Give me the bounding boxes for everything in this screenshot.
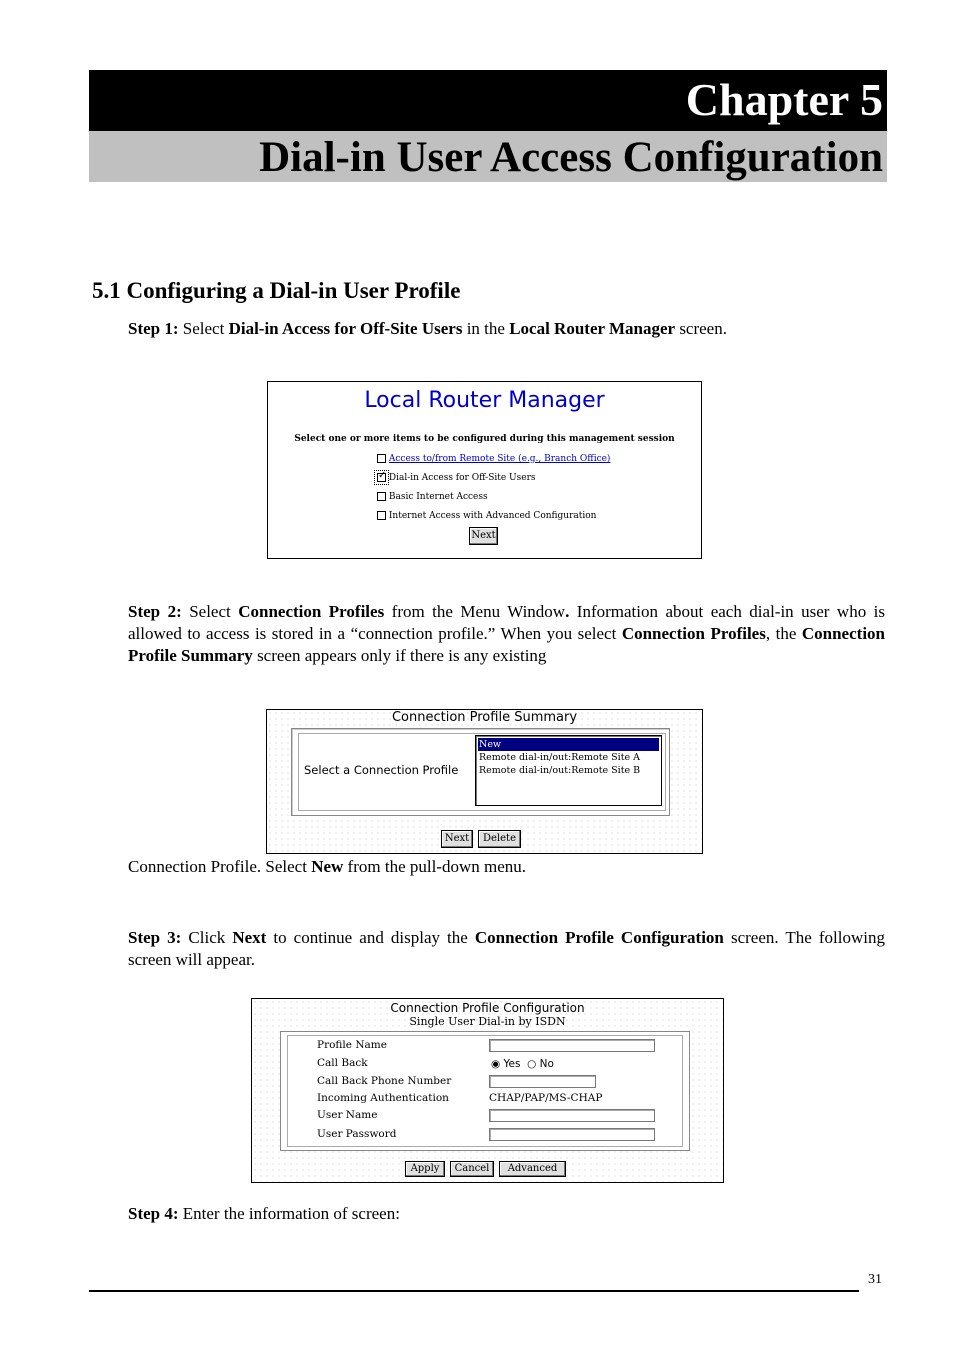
radio-no[interactable]: ○ — [527, 1058, 537, 1070]
cancel-button[interactable]: Cancel — [450, 1161, 494, 1177]
cps-delete-button[interactable]: Delete — [478, 830, 521, 848]
connection-profile-summary-screenshot — [266, 709, 703, 854]
call-back-phone-label: Call Back Phone Number — [317, 1075, 452, 1087]
section-heading: 5.1 Configuring a Dial-in User Profile — [92, 278, 461, 303]
call-back-label: Call Back — [317, 1057, 368, 1069]
step1-paragraph: Step 1: Select Dial-in Access for Off-Site Users in the Local Router Manager screen. — [128, 319, 727, 338]
chapter-title-band — [89, 131, 887, 182]
chapter-label: Chapter 5 — [685, 74, 883, 125]
step2-paragraph: Step 2: Select Connection Profiles from the Menu Window. Information about each dial-in user who is allowed to access is stored in a “connection profile.” When you select Connection Profiles, the Connection Profile Summary screen appears only if there is any existing — [128, 602, 885, 665]
checkbox-checked[interactable] — [377, 473, 386, 482]
lrm-option[interactable]: ✓ Dial-in Access for Off-Site Users — [377, 473, 610, 492]
lrm-subtitle: Select one or more items to be configured during this management session — [294, 434, 675, 444]
cpc-title: Connection Profile Configuration — [390, 1001, 585, 1015]
user-password-input[interactable] — [489, 1128, 655, 1141]
checkbox[interactable] — [377, 454, 386, 463]
cps-select-label: Select a Connection Profile — [304, 763, 459, 777]
incoming-auth-value: CHAP/PAP/MS-CHAP — [489, 1092, 603, 1104]
local-router-manager-screenshot — [267, 381, 702, 559]
step4-paragraph: Step 4: Enter the information of screen: — [128, 1204, 400, 1223]
user-name-input[interactable] — [489, 1109, 655, 1122]
call-back-phone-input[interactable] — [489, 1075, 596, 1088]
advanced-button[interactable]: Advanced — [499, 1161, 566, 1177]
profile-name-input[interactable] — [489, 1039, 655, 1052]
profile-listbox[interactable] — [475, 735, 662, 806]
chapter-title: Dial-in User Access Configuration — [259, 134, 883, 181]
cps-panel — [291, 728, 670, 816]
user-password-label: User Password — [317, 1128, 397, 1140]
chapter-band — [89, 70, 887, 131]
lrm-next-button[interactable]: Next — [469, 527, 498, 545]
footer-rule — [89, 1290, 859, 1292]
lrm-option[interactable]: Internet Access with Advanced Configuration — [377, 511, 610, 530]
user-name-label: User Name — [317, 1109, 378, 1121]
cps-next-button[interactable]: Next — [441, 830, 473, 848]
page-number: 31 — [868, 1272, 882, 1287]
list-item[interactable]: Remote dial-in/out:Remote Site B — [479, 765, 641, 776]
list-item[interactable]: Remote dial-in/out:Remote Site A — [479, 752, 641, 763]
cpc-panel — [280, 1031, 690, 1151]
step3-paragraph: Step 3: Click Next to continue and display the Connection Profile Configuration screen. The following screen will appear. — [128, 928, 885, 969]
call-back-radio-group: ◉ Yes ○ No — [491, 1058, 554, 1070]
lrm-option[interactable]: Basic Internet Access — [377, 492, 610, 511]
checkbox[interactable] — [377, 511, 386, 520]
lrm-option[interactable]: Access to/from Remote Site (e.g., Branch Office) — [377, 454, 610, 473]
step2-continuation: Connection Profile. Select New from the pull-down menu. — [128, 857, 527, 876]
connection-profile-configuration-screenshot — [251, 998, 724, 1183]
step-label: Step 1: — [128, 319, 179, 338]
profile-name-label: Profile Name — [317, 1039, 387, 1051]
radio-yes-selected[interactable]: ◉ — [491, 1058, 501, 1070]
cpc-subtitle: Single User Dial-in by ISDN — [409, 1015, 566, 1028]
checkbox[interactable] — [377, 492, 386, 501]
incoming-auth-label: Incoming Authentication — [317, 1092, 449, 1104]
list-item-selected[interactable]: New — [478, 738, 659, 751]
lrm-title: Local Router Manager — [364, 388, 605, 413]
lrm-option-list — [377, 454, 610, 530]
apply-button[interactable]: Apply — [405, 1161, 445, 1177]
cps-title: Connection Profile Summary — [391, 710, 578, 725]
